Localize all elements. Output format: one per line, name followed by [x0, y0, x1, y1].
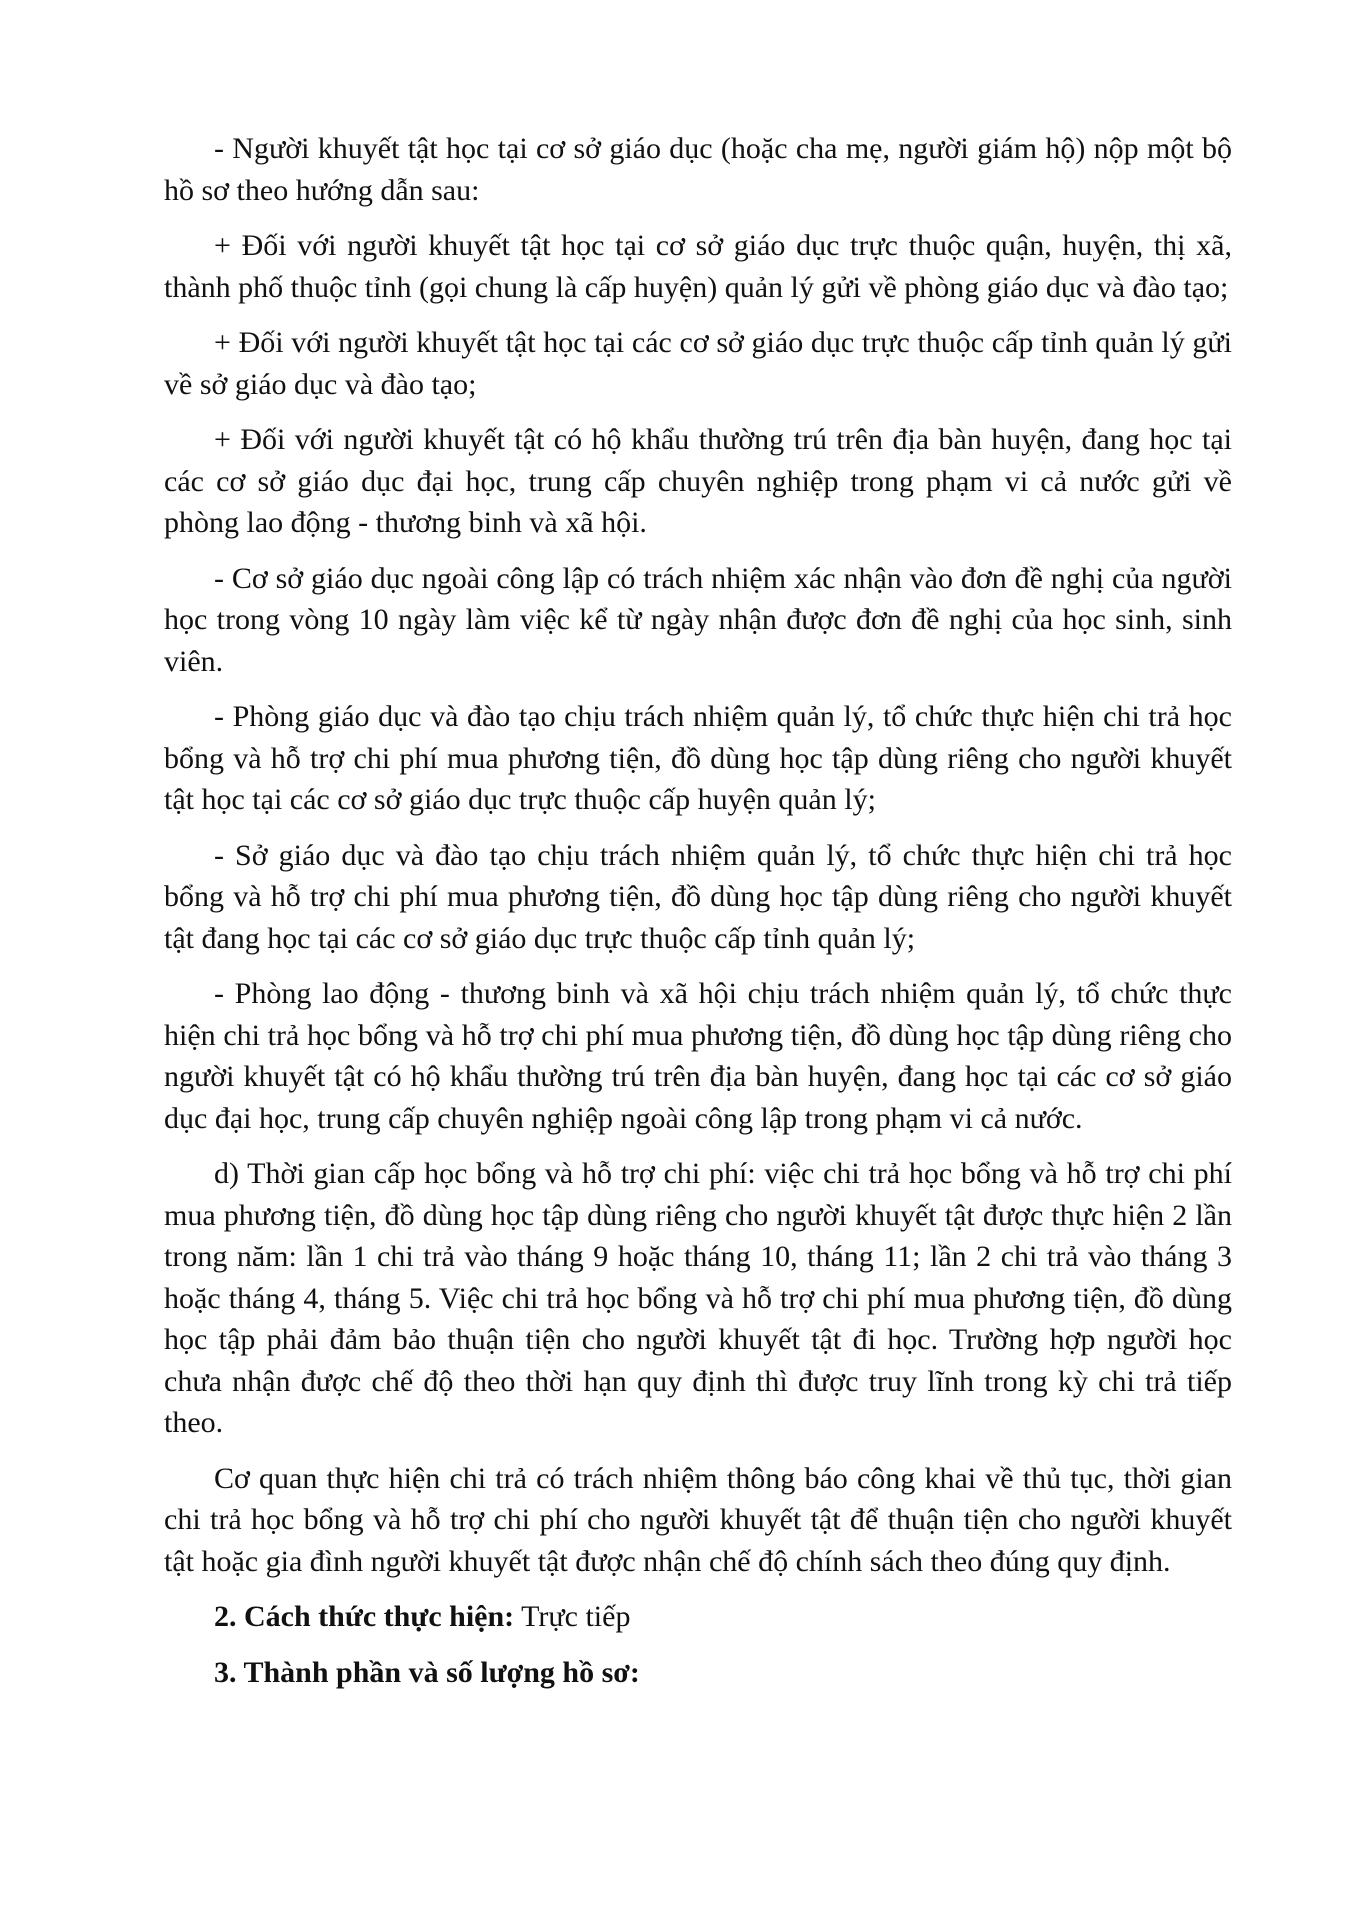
- section-3-label: 3. Thành phần và số lượng hồ sơ:: [214, 1655, 640, 1689]
- paragraph-public-notice: Cơ quan thực hiện chi trả có trách nhiệm thông báo công khai về thủ tục, thời gian chi trả học bổng và hỗ trợ chi phí cho người khuyết tật để thuận tiện cho người khuyết tật hoặc gia đình người khuyết tật được nhận chế độ chính sách theo đúng quy định.: [164, 1461, 1232, 1578]
- section-3-heading: [164, 1652, 1232, 1694]
- section-2-label: 2. Cách thức thực hiện:: [214, 1600, 515, 1633]
- paragraph-district-education-office: - Phòng giáo dục và đào tạo chịu trách nhiệm quản lý, tổ chức thực hiện chi trả học bổng và hỗ trợ chi phí mua phương tiện, đồ dùng học tập dùng riêng cho người khuyết tật học tại các cơ sở giáo dục trực thuộc cấp huyện quản lý;: [164, 700, 1232, 816]
- paragraph-payment-schedule: d) Thời gian cấp học bổng và hỗ trợ chi phí: việc chi trả học bổng và hỗ trợ chi phí mua phương tiện, đồ dùng học tập dùng riêng cho người khuyết tật được thực hiện 2 lần trong năm: lần 1 chi trả vào tháng 9 hoặc tháng 10, tháng 11; lần 2 chi trả vào tháng 3 hoặc tháng 4, tháng 5. Việc chi trả học bổng và hỗ trợ chi phí mua phương tiện, đồ dùng học tập phải đảm bảo thuận tiện cho người khuyết tật đi học. Trường hợp người học chưa nhận được chế độ theo thời hạn quy định thì được truy lĩnh trong kỳ chi trả tiếp theo.: [164, 1157, 1232, 1439]
- document-page: [164, 128, 1232, 1707]
- paragraph-submission: - Người khuyết tật học tại cơ sở giáo dục (hoặc cha mẹ, người giám hộ) nộp một bộ hồ sơ theo hướng dẫn sau:: [164, 132, 1232, 207]
- paragraph-province-education-department: - Sở giáo dục và đào tạo chịu trách nhiệm quản lý, tổ chức thực hiện chi trả học bổng và hỗ trợ chi phí mua phương tiện, đồ dùng học tập dùng riêng cho người khuyết tật đang học tại các cơ sở giáo dục trực thuộc cấp tỉnh quản lý;: [164, 838, 1232, 955]
- section-2-heading: [164, 1596, 1232, 1638]
- paragraph-province-schools: + Đối với người khuyết tật học tại các cơ sở giáo dục trực thuộc cấp tỉnh quản lý gửi về sở giáo dục và đào tạo;: [164, 326, 1232, 401]
- section-2-value: Trực tiếp: [521, 1600, 631, 1633]
- paragraph-district-schools: + Đối với người khuyết tật học tại cơ sở giáo dục trực thuộc quận, huyện, thị xã, thành phố thuộc tỉnh (gọi chung là cấp huyện) quản lý gửi về phòng giáo dục và đào tạo;: [164, 229, 1232, 304]
- paragraph-labour-office: - Phòng lao động - thương binh và xã hội chịu trách nhiệm quản lý, tổ chức thực hiện chi trả học bổng và hỗ trợ chi phí mua phương tiện, đồ dùng học tập dùng riêng cho người khuyết tật có hộ khẩu thường trú trên địa bàn huyện, đang học tại các cơ sở giáo dục đại học, trung cấp chuyên nghiệp ngoài công lập trong phạm vi cả nước.: [164, 977, 1232, 1135]
- paragraph-private-schools: - Cơ sở giáo dục ngoài công lập có trách nhiệm xác nhận vào đơn đề nghị của người học trong vòng 10 ngày làm việc kể từ ngày nhận được đơn đề nghị của học sinh, sinh viên.: [164, 561, 1232, 678]
- paragraph-university-students: + Đối với người khuyết tật có hộ khẩu thường trú trên địa bàn huyện, đang học tại các cơ sở giáo dục đại học, trung cấp chuyên nghiệp trong phạm vi cả nước gửi về phòng lao động - thương binh và xã hội.: [164, 423, 1232, 539]
